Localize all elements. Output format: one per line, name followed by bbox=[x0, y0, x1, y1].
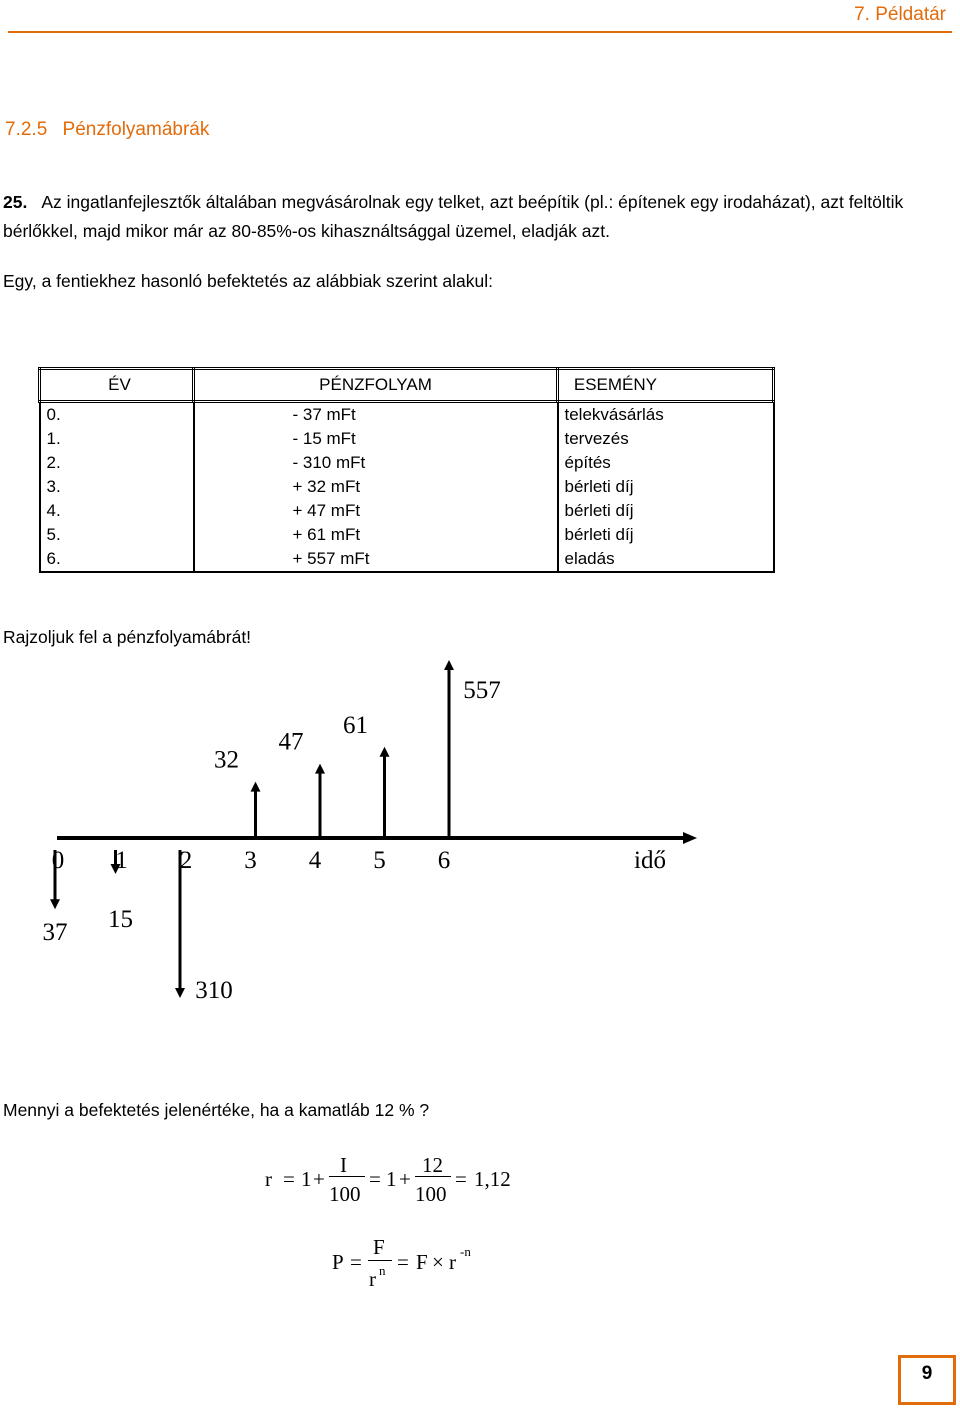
cell-cashflow: + 32 mFt bbox=[194, 475, 558, 499]
period-label: 0 bbox=[51, 847, 65, 874]
inflow-label: 47 bbox=[278, 728, 304, 756]
table-row bbox=[40, 499, 774, 523]
inflow-label: 32 bbox=[214, 746, 239, 774]
table-row bbox=[40, 547, 774, 572]
problem-line-1 bbox=[3, 192, 903, 213]
cell-year: 1. bbox=[40, 427, 194, 451]
f2-lhs: P bbox=[332, 1250, 344, 1274]
formula-present-value bbox=[332, 1235, 512, 1295]
time-axis-arrowhead bbox=[683, 832, 697, 844]
f1-result: 1,12 bbox=[474, 1167, 511, 1191]
section-number: 7.2.5 bbox=[5, 119, 48, 140]
header-event: ESEMÉNY bbox=[558, 369, 774, 402]
f1-num-b: 12 bbox=[422, 1153, 443, 1177]
cell-event: eladás bbox=[564, 549, 615, 568]
outflow-label: 37 bbox=[42, 919, 68, 946]
header-cashflow: PÉNZFOLYAM bbox=[194, 369, 558, 402]
period-label: 1 bbox=[115, 847, 128, 874]
question-text: Mennyi a befektetés jelenértéke, ha a kamatláb 12 % ? bbox=[3, 1100, 430, 1120]
problem-number: 25. bbox=[3, 192, 28, 212]
cell-cashflow: + 47 mFt bbox=[194, 499, 558, 523]
instruction-text: Rajzoljuk fel a pénzfolyamábrát! bbox=[3, 627, 252, 647]
inflow-label: 557 bbox=[463, 677, 501, 704]
table-row bbox=[40, 402, 774, 428]
cell-cashflow: - 37 mFt bbox=[194, 402, 558, 428]
period-label: 4 bbox=[308, 847, 322, 874]
axis-label-ido: idő bbox=[634, 847, 666, 874]
table-row bbox=[40, 427, 774, 451]
f1-bar-a bbox=[329, 1176, 365, 1177]
f1-plus-a: + bbox=[313, 1167, 325, 1191]
f2-r: r bbox=[449, 1250, 456, 1274]
f1-eq3: = bbox=[455, 1167, 467, 1191]
cashflow-arrows bbox=[50, 660, 454, 998]
cashflow-diagram bbox=[0, 640, 960, 1020]
f2-times: × bbox=[432, 1250, 444, 1274]
f1-one-a: 1 bbox=[301, 1167, 312, 1191]
outflow-arrowhead bbox=[50, 899, 60, 909]
table-header-row bbox=[40, 369, 774, 402]
cell-event: építés bbox=[564, 453, 611, 472]
formula-interest-factor bbox=[265, 1153, 525, 1209]
inflow-arrowhead bbox=[380, 747, 390, 757]
cell-year: 4. bbox=[40, 499, 194, 523]
cell-event: bérleti díj bbox=[564, 477, 634, 496]
period-label: 2 bbox=[179, 847, 193, 874]
cell-year: 3. bbox=[40, 475, 194, 499]
table-row bbox=[40, 451, 774, 475]
cashflow-labels bbox=[43, 677, 666, 1004]
f2-eq1: = bbox=[350, 1250, 362, 1274]
f1-den-b: 100 bbox=[415, 1182, 447, 1206]
f1-eq2: = bbox=[369, 1167, 381, 1191]
problem-line-2: bérlőkkel, majd mikor már az 80-85%-os kihasználtsággal üzemel, eladják azt. bbox=[3, 221, 610, 241]
outflow-arrowhead bbox=[175, 988, 185, 998]
f2-f: F bbox=[416, 1250, 428, 1274]
outflow-label: 15 bbox=[108, 906, 133, 933]
problem-text-1: Az ingatlanfejlesztők általában megvásárolnak egy telket, azt beépítik (pl.: építenek egy irodaházat), azt feltöltik bbox=[41, 192, 904, 212]
cell-year: 5. bbox=[40, 523, 194, 547]
time-axis bbox=[57, 832, 697, 844]
cell-cashflow: + 61 mFt bbox=[194, 523, 558, 547]
f2-bar bbox=[368, 1260, 392, 1261]
section-title bbox=[5, 119, 209, 141]
f2-den-exp: n bbox=[379, 1263, 386, 1278]
cell-cashflow: - 310 mFt bbox=[194, 451, 558, 475]
f2-exp: -n bbox=[460, 1244, 471, 1259]
cell-event: bérleti díj bbox=[564, 525, 634, 544]
f2-num: F bbox=[373, 1235, 385, 1259]
cashflow-table bbox=[38, 367, 775, 573]
inflow-label: 61 bbox=[343, 711, 368, 739]
f1-bar-b bbox=[415, 1176, 451, 1177]
inflow-arrowhead bbox=[251, 782, 261, 792]
inflow-arrowhead bbox=[444, 660, 454, 670]
table-row bbox=[40, 523, 774, 547]
page-number: 9 bbox=[921, 1363, 933, 1384]
cell-year: 6. bbox=[40, 547, 194, 572]
cell-event: bérleti díj bbox=[564, 501, 634, 520]
chapter-title: 7. Példatár bbox=[854, 4, 946, 25]
inflow-arrowhead bbox=[315, 764, 325, 774]
section-title-text: Pénzfolyamábrák bbox=[62, 119, 210, 140]
outflow-label: 310 bbox=[195, 977, 233, 1004]
cell-cashflow: + 557 mFt bbox=[194, 547, 558, 572]
f2-eq2: = bbox=[397, 1250, 409, 1274]
f1-plus-b: + bbox=[399, 1167, 411, 1191]
cell-year: 2. bbox=[40, 451, 194, 475]
f2-den-base: r bbox=[369, 1267, 376, 1291]
cell-cashflow: - 15 mFt bbox=[194, 427, 558, 451]
period-label: 3 bbox=[244, 847, 257, 874]
f1-num-a: I bbox=[340, 1153, 347, 1177]
problem-line-3: Egy, a fentiekhez hasonló befektetés az alábbiak szerint alakul: bbox=[3, 271, 493, 291]
cell-year: 0. bbox=[40, 402, 194, 428]
header-year: ÉV bbox=[40, 369, 194, 402]
f1-one-b: 1 bbox=[386, 1167, 397, 1191]
header-rule bbox=[8, 31, 952, 33]
period-label: 6 bbox=[437, 847, 451, 874]
f1-den-a: 100 bbox=[329, 1182, 361, 1206]
period-label: 5 bbox=[373, 847, 386, 874]
f1-lhs: r bbox=[265, 1167, 272, 1191]
cell-event: telekvásárlás bbox=[564, 405, 664, 424]
cell-event: tervezés bbox=[564, 429, 629, 448]
f1-eq1: = bbox=[283, 1167, 295, 1191]
table-row bbox=[40, 475, 774, 499]
